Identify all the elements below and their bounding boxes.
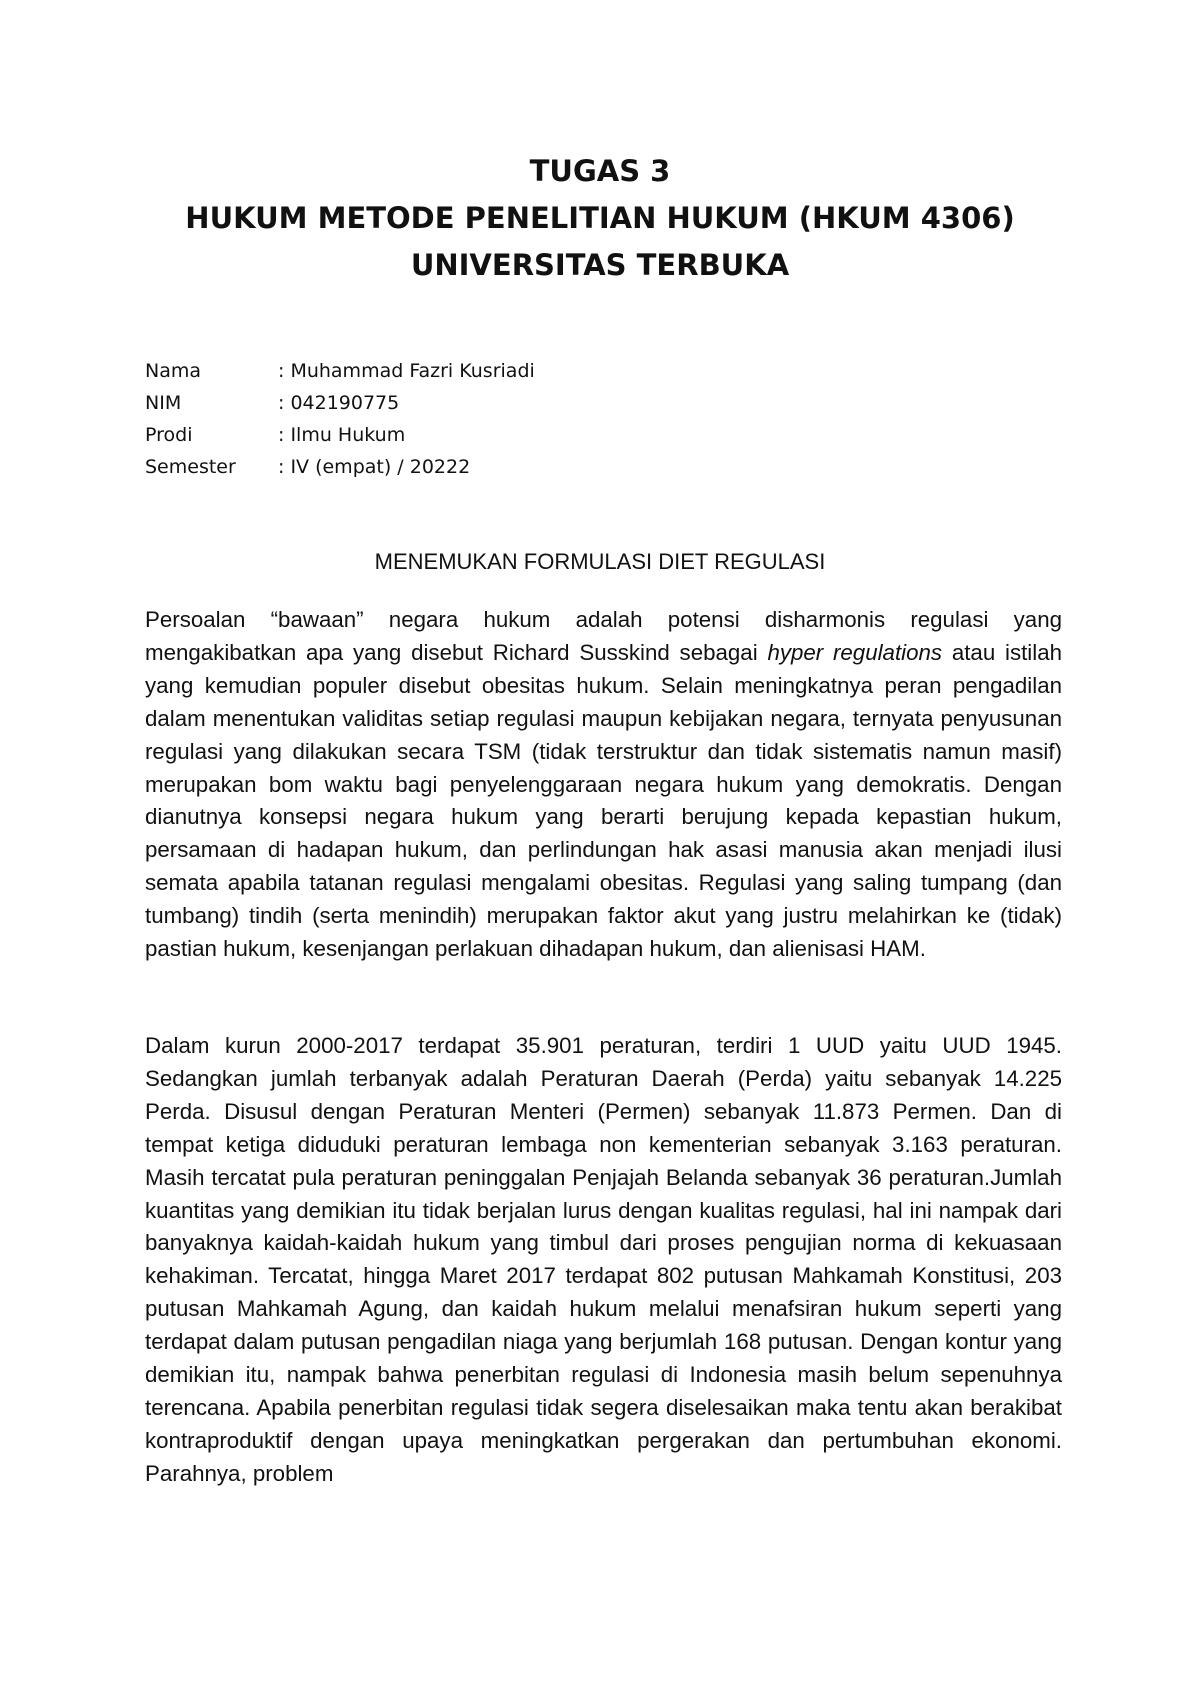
title-line-3: UNIVERSITAS TERBUKA [410, 248, 790, 282]
info-label: Nama [145, 360, 202, 382]
info-row-nama [145, 355, 535, 387]
info-row-prodi [145, 419, 535, 451]
info-value: : IV (empat) / 20222 [278, 456, 471, 478]
title-line-1: TUGAS 3 [529, 154, 671, 188]
info-value: : 042190775 [278, 392, 400, 414]
paragraph-1 [145, 604, 1062, 966]
paragraph-2: Dalam kurun 2000-2017 terdapat 35.901 peraturan, terdiri 1 UUD yaitu UUD 1945. Sedangkan jumlah terbanyak adalah Peraturan Daerah (Perda) yaitu sebanyak 14.225 Perda. Disusul dengan Peraturan Menteri (Permen) sebanyak 11.873 Permen. Dan di tempat ketiga diduduki peraturan lembaga non kementerian sebanyak 3.163 peraturan. Masih tercatat pula peraturan peninggalan Penjajah Belanda sebanyak 36 peraturan.Jumlah kuantitas yang demikian itu tidak berjalan lurus dengan kualitas regulasi, hal ini nampak dari banyaknya kaidah-kaidah hukum yang timbul dari proses pengujian norma di kekuasaan kehakiman. Tercatat, hingga Maret 2017 terdapat 802 putusan Mahkamah Konstitusi, 203 putusan Mahkamah Agung, dan kaidah hukum melalui menafsiran hukum seperti yang terdapat dalam putusan pengadilan niaga yang berjumlah 168 putusan. Dengan kontur yang demikian itu, nampak bahwa penerbitan regulasi di Indonesia masih belum sepenuhnya terencana. Apabila penerbitan regulasi tidak segera diselesaikan maka tentu akan berakibat kontraproduktif dengan upaya meningkatkan pergerakan dan pertumbuhan ekonomi. Parahnya, problem [145, 1033, 1062, 1486]
paragraph-1-italic-term: hyper regulations [767, 639, 943, 665]
section-heading: MENEMUKAN FORMULASI DIET REGULASI [374, 549, 826, 574]
document-title [0, 148, 1200, 289]
info-label: Prodi [145, 424, 193, 446]
info-label: NIM [145, 392, 182, 414]
paragraph-1-text-a: Persoalan “bawaan” negara hukum adalah potensi disharmonis regulasi yang mengakibatkan apa yang disebut Richard Susskind sebagai [145, 607, 1062, 665]
student-info [145, 355, 535, 483]
info-value: : Muhammad Fazri Kusriadi [278, 360, 535, 382]
paragraph-1-text-b: atau istilah yang kemudian populer disebut obesitas hukum. Selain meningkatnya peran pengadilan dalam menentukan validitas setiap regulasi maupun kebijakan negara, ternyata penyusunan regulasi yang dilakukan secara TSM (tidak terstruktur dan tidak sistematis namun masif) merupakan bom waktu bagi penyelenggaraan negara hukum yang demokratis. Dengan dianutnya konsepsi negara hukum yang berarti berujung kepada kepastian hukum, persamaan di hadapan hukum, dan perlindungan hak asasi manusia akan menjadi ilusi semata apabila tatanan regulasi mengalami obesitas. Regulasi yang saling tumpang (dan tumbang) tindih (serta menindih) merupakan faktor akut yang justru melahirkan ke (tidak) pastian hukum, kesenjangan perlakuan dihadapan hukum, dan alienisasi HAM. [145, 639, 1062, 962]
title-line-2: HUKUM METODE PENELITIAN HUKUM (HKUM 4306) [185, 201, 1015, 235]
info-label: Semester [145, 456, 236, 478]
info-row-semester [145, 451, 535, 483]
info-row-nim [145, 387, 535, 419]
info-value: : Ilmu Hukum [278, 424, 406, 446]
